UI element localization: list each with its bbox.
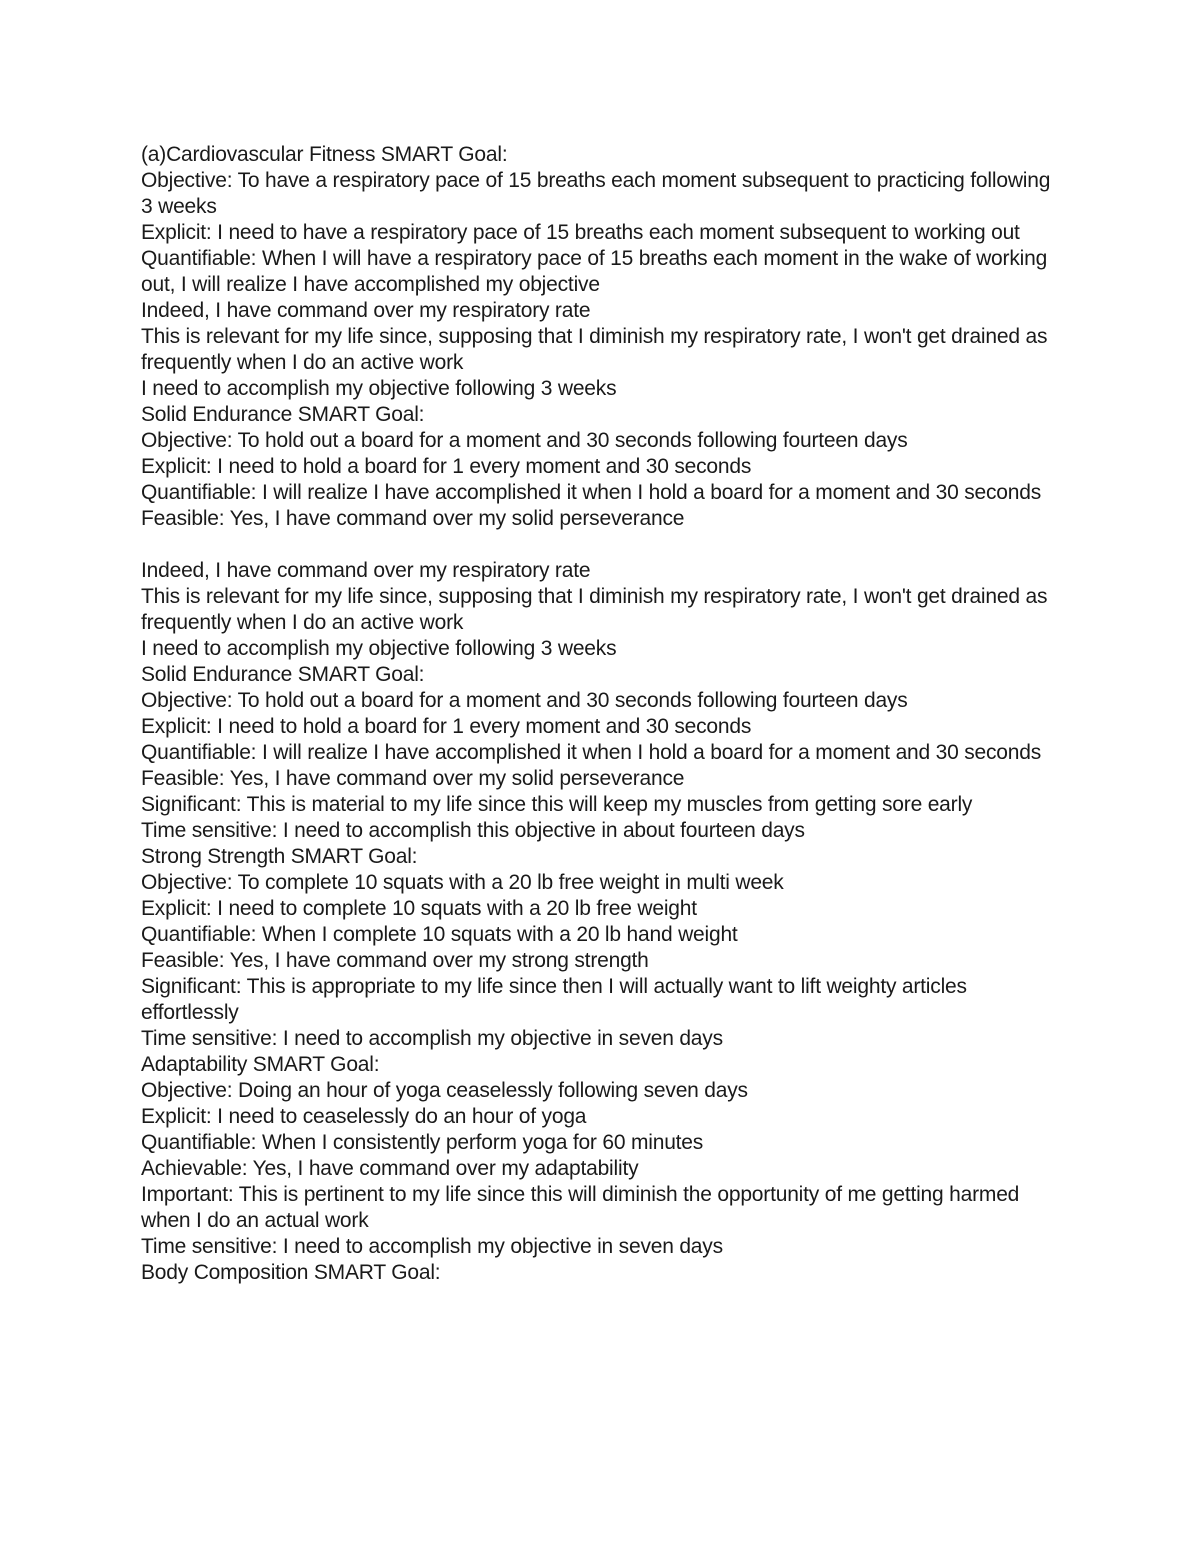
paragraph-line: Adaptability SMART Goal:	[141, 1053, 380, 1076]
paragraph-line: Feasible: Yes, I have command over my solid perseverance	[141, 767, 685, 790]
paragraph-line: Quantifiable: When I consistently perform yoga for 60 minutes	[141, 1131, 704, 1154]
paragraph-line: Quantifiable: When I complete 10 squats with a 20 lb hand weight	[141, 923, 738, 946]
paragraph-line: Explicit: I need to have a respiratory pace of 15 breaths each moment subsequent to working out	[141, 221, 1020, 244]
paragraph-line: Objective: Doing an hour of yoga ceaselessly following seven days	[141, 1079, 748, 1102]
paragraph-line: Quantifiable: I will realize I have accomplished it when I hold a board for a moment and 30 seconds	[141, 481, 1042, 504]
paragraph-line: Quantifiable: I will realize I have accomplished it when I hold a board for a moment and 30 seconds	[141, 741, 1042, 764]
paragraph-line: Time sensitive: I need to accomplish this objective in about fourteen days	[141, 819, 805, 842]
paragraph-line: Feasible: Yes, I have command over my solid perseverance	[141, 507, 685, 530]
paragraph-line: Objective: To have a respiratory pace of 15 breaths each moment subsequent to practicing following 3 weeks	[141, 169, 1051, 218]
paragraph-line: Explicit: I need to complete 10 squats with a 20 lb free weight	[141, 897, 697, 920]
paragraph-line: Explicit: I need to hold a board for 1 every moment and 30 seconds	[141, 455, 752, 478]
paragraph-line: Important: This is pertinent to my life since this will diminish the opportunity of me getting harmed when I do an actual work	[141, 1183, 1020, 1232]
paragraph-line: Objective: To complete 10 squats with a 20 lb free weight in multi week	[141, 871, 784, 894]
paragraph-line: Strong Strength SMART Goal:	[141, 845, 418, 868]
paragraph-line: I need to accomplish my objective following 3 weeks	[141, 377, 617, 400]
paragraph-line: This is relevant for my life since, supposing that I diminish my respiratory rate, I won't get drained as frequently when I do an active work	[141, 325, 1048, 374]
paragraph-line: This is relevant for my life since, supposing that I diminish my respiratory rate, I won't get drained as frequently when I do an active work	[141, 585, 1048, 634]
paragraph-line: (a)Cardiovascular Fitness SMART Goal:	[141, 143, 508, 166]
paragraph-line: Time sensitive: I need to accomplish my objective in seven days	[141, 1027, 723, 1050]
paragraph-line: Quantifiable: When I will have a respiratory pace of 15 breaths each moment in the wake of working out, I will realize I have accomplished my objective	[141, 247, 1048, 296]
paragraph-line: Time sensitive: I need to accomplish my objective in seven days	[141, 1235, 723, 1258]
paragraph-line: Feasible: Yes, I have command over my strong strength	[141, 949, 649, 972]
paragraph-line: Significant: This is appropriate to my life since then I will actually want to lift weighty articles effortlessly	[141, 975, 967, 1024]
paragraph-line: Explicit: I need to hold a board for 1 every moment and 30 seconds	[141, 715, 752, 738]
paragraph-line: I need to accomplish my objective following 3 weeks	[141, 637, 617, 660]
paragraph-line: Objective: To hold out a board for a moment and 30 seconds following fourteen days	[141, 429, 908, 452]
document-body	[141, 142, 1066, 1286]
paragraph-line: Solid Endurance SMART Goal:	[141, 403, 425, 426]
paragraph-line: Indeed, I have command over my respiratory rate	[141, 559, 591, 582]
paragraph-line: Explicit: I need to ceaselessly do an hour of yoga	[141, 1105, 587, 1128]
paragraph-line: Objective: To hold out a board for a moment and 30 seconds following fourteen days	[141, 689, 908, 712]
paragraph-line: Body Composition SMART Goal:	[141, 1261, 441, 1284]
paragraph-line: Achievable: Yes, I have command over my adaptability	[141, 1157, 639, 1180]
paragraph-line: Indeed, I have command over my respiratory rate	[141, 299, 591, 322]
paragraph-line: Significant: This is material to my life since this will keep my muscles from getting sore early	[141, 793, 973, 816]
paragraph-line: Solid Endurance SMART Goal:	[141, 663, 425, 686]
blank-line	[141, 532, 1066, 558]
